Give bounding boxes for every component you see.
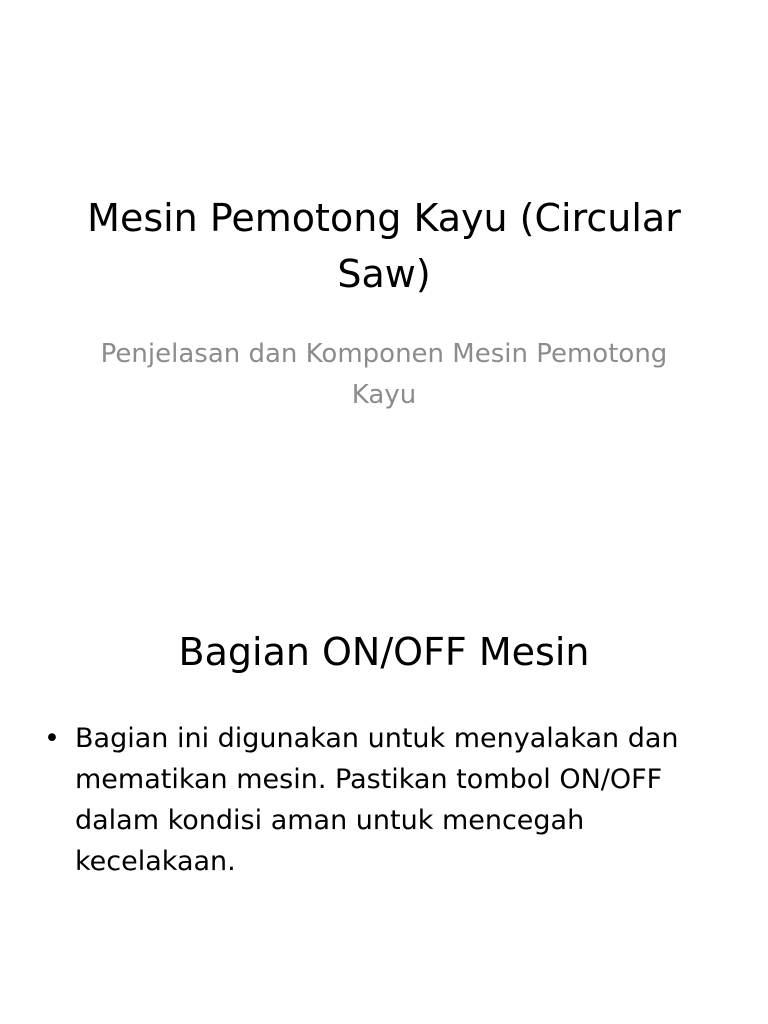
bullet-list: [40, 718, 700, 882]
slide-2: [0, 576, 768, 1024]
bullet-text: Bagian ini digunakan untuk menyalakan dan mematikan mesin. Pastikan tombol ON/OFF dalam kondisi aman untuk mencegah kecelakaan.: [75, 723, 679, 877]
slide-title: Mesin Pemotong Kayu (Circular Saw): [87, 196, 681, 296]
slide-subtitle: Penjelasan dan Komponen Mesin Pemotong Kayu: [100, 339, 668, 410]
slide-title: Bagian ON/OFF Mesin: [178, 630, 590, 674]
bullet-item: [40, 718, 700, 882]
bullet-marker: •: [44, 723, 60, 754]
